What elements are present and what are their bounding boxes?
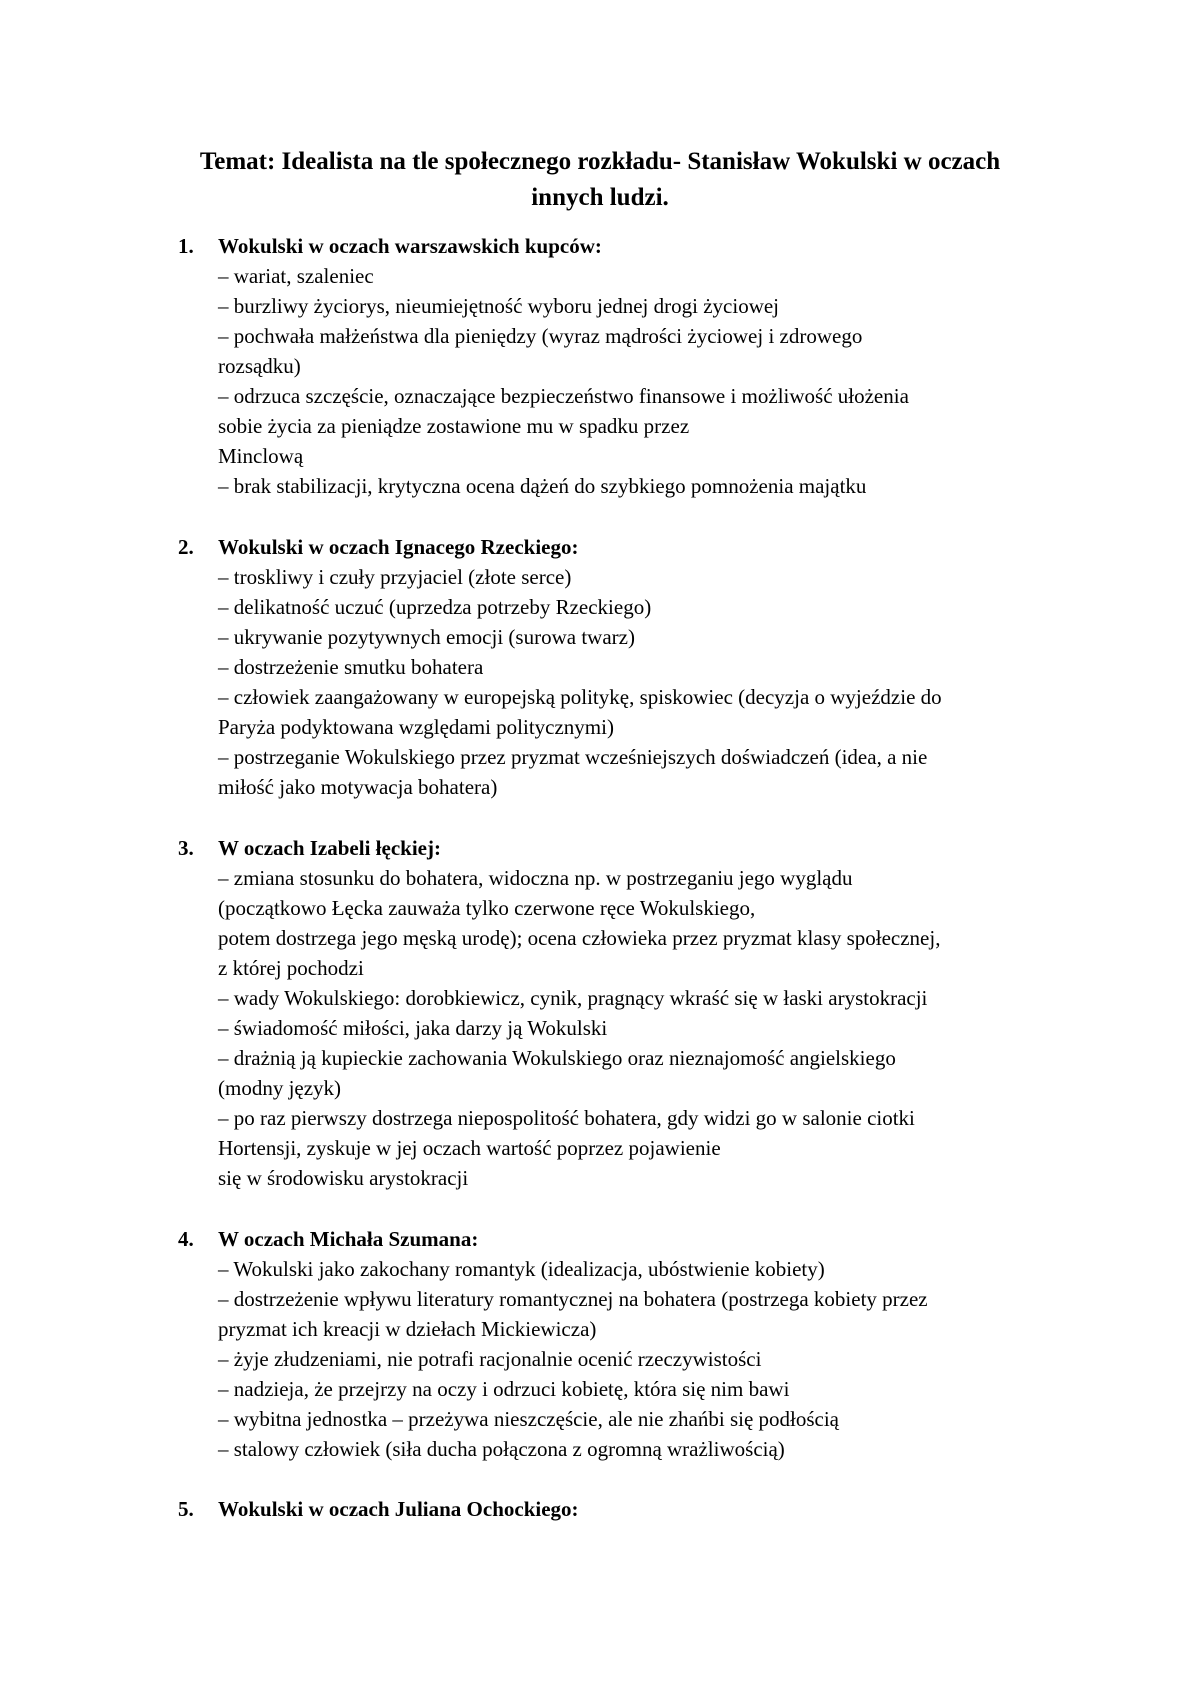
section-line: – odrzuca szczęście, oznaczające bezpieczeństwo finansowe i możliwość ułożenia (218, 384, 909, 408)
section-number: 1. (178, 234, 194, 258)
section-line: (modny język) (218, 1076, 342, 1100)
section-body (218, 833, 1098, 1193)
section-line: – świadomość miłości, jaka darzy ją Wokulski (218, 1016, 608, 1040)
section-line: – po raz pierwszy dostrzega niepospolitość bohatera, gdy widzi go w salonie ciotki (218, 1106, 915, 1130)
section-line: – pochwała małżeństwa dla pieniędzy (wyraz mądrości życiowej i zdrowego (218, 324, 863, 348)
section-line: Hortensji, zyskuje w jej oczach wartość poprzez pojawienie (218, 1136, 721, 1160)
section-line: pryzmat ich kreacji w dziełach Mickiewicza) (218, 1317, 597, 1341)
section-line: – wady Wokulskiego: dorobkiewicz, cynik, pragnący wkraść się w łaski arystokracji (218, 986, 928, 1010)
section-line: z której pochodzi (218, 956, 364, 980)
section-line: – troskliwy i czuły przyjaciel (złote serce) (218, 565, 572, 589)
section-body (218, 532, 1098, 802)
section-line: Minclową (218, 444, 304, 468)
section-heading: Wokulski w oczach warszawskich kupców: (218, 234, 602, 258)
section-line: – wybitna jednostka – przeżywa nieszczęście, ale nie zhańbi się podłością (218, 1407, 840, 1431)
section-line: rozsądku) (218, 354, 301, 378)
section-number: 4. (178, 1227, 194, 1251)
section-line: – człowiek zaangażowany w europejską politykę, spiskowiec (decyzja o wyjeździe do (218, 685, 942, 709)
section-line: – nadzieja, że przejrzy na oczy i odrzuci kobietę, która się nim bawi (218, 1377, 790, 1401)
section-line: Paryża podyktowana względami politycznymi) (218, 715, 614, 739)
section-line: – stalowy człowiek (siła ducha połączona z ogromną wrażliwością) (218, 1437, 785, 1461)
section-line: – dostrzeżenie wpływu literatury romantycznej na bohatera (postrzega kobiety przez (218, 1287, 928, 1311)
section-line: (początkowo Łęcka zauważa tylko czerwone ręce Wokulskiego, (218, 896, 756, 920)
section-body (218, 1494, 1098, 1524)
section-line: – postrzeganie Wokulskiego przez pryzmat wcześniejszych doświadczeń (idea, a nie (218, 745, 928, 769)
section-line: – drażnią ją kupieckie zachowania Wokulskiego oraz nieznajomość angielskiego (218, 1046, 896, 1070)
section-line: – żyje złudzeniami, nie potrafi racjonalnie ocenić rzeczywistości (218, 1347, 762, 1371)
section-line: – dostrzeżenie smutku bohatera (218, 655, 484, 679)
section-body (218, 231, 1098, 501)
section-heading: W oczach Izabeli łęckiej: (218, 836, 441, 860)
section-line: – zmiana stosunku do bohatera, widoczna np. w postrzeganiu jego wyglądu (218, 866, 853, 890)
section-line: miłość jako motywacja bohatera) (218, 775, 498, 799)
section-number: 2. (178, 535, 194, 559)
section-heading: Wokulski w oczach Juliana Ochockiego: (218, 1497, 579, 1521)
section-line: sobie życia za pieniądze zostawione mu w spadku przez (218, 414, 690, 438)
section-line: – Wokulski jako zakochany romantyk (idealizacja, ubóstwienie kobiety) (218, 1257, 825, 1281)
section-body (218, 1224, 1098, 1464)
section-line: – wariat, szaleniec (218, 264, 374, 288)
section-heading: W oczach Michała Szumana: (218, 1227, 479, 1251)
title-line-2: innych ludzi. (531, 184, 669, 211)
section-line: – burzliwy życiorys, nieumiejętność wyboru jednej drogi życiowej (218, 294, 780, 318)
title-line-1: Temat: Idealista na tle społecznego rozkładu- Stanisław Wokulski w oczach (199, 148, 1001, 175)
section-heading: Wokulski w oczach Ignacego Rzeckiego: (218, 535, 579, 559)
section-number: 5. (178, 1497, 194, 1521)
document-title (140, 144, 1060, 216)
section-number: 3. (178, 836, 194, 860)
section-line: potem dostrzega jego męską urodę); ocena człowieka przez pryzmat klasy społecznej, (218, 926, 941, 950)
section-line: się w środowisku arystokracji (218, 1166, 469, 1190)
section-line: – ukrywanie pozytywnych emocji (surowa twarz) (218, 625, 635, 649)
section-line: – brak stabilizacji, krytyczna ocena dążeń do szybkiego pomnożenia majątku (218, 474, 867, 498)
section-line: – delikatność uczuć (uprzedza potrzeby Rzeckiego) (218, 595, 652, 619)
